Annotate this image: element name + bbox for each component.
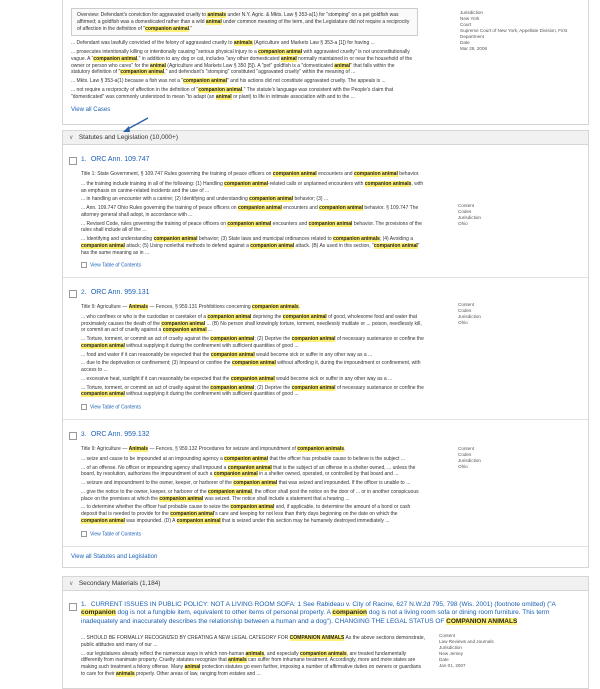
search-term-highlight: animals [116,670,135,677]
search-term-highlight: companion animal [120,69,165,76]
case-snippet: ... Defendant was lawfully convicted of the felony of aggravated cruelty to animals (Agriculture and Markets Law § 353-a [1]) for having ... [71,40,375,47]
search-term-highlight: companion animal [162,327,207,334]
result-snippet: ... Ann. 109.747 Ohio Rules governing the training of peace officers on companion animal encounters and companion animal behavior. § 109.747 The attorney general shall adopt, in accordance with ... [81,205,419,218]
result-meta [444,155,578,269]
result-snippet: ... of an offense. No officer or impounding agency shall impound a companion animal that is the subject of an offense in a shelter owned, ... unless the board, by resolution, authorizes the impoundment of such a companion animal in a shelter owned, operated, or controlled by that board and ... [81,464,416,478]
search-term-highlight: animals [233,40,253,47]
cases-panel [62,0,589,125]
secondary-header[interactable] [63,577,588,591]
search-term-highlight: companion animal [319,205,364,212]
search-term-highlight: companion animal [250,242,295,249]
meta-value: Jan 01, 2007 [439,662,466,668]
search-term-highlight: companion animal [249,196,294,203]
search-term-highlight: companion animal [227,464,272,471]
result-meta [425,633,529,680]
case-meta [446,0,580,118]
case-snippet: ... not require a reciprocity of affection in the definition of "companion animal." The statute's language was consistent with the People's claim that "domesticated" was commonly understood to mean "to adapt (an animal or plant) to life in intimate association with and to the ... [71,86,394,100]
meta-label: Jurisdiction [458,458,481,464]
case-snippet: ... prosecutes intentionally killing or intentionally causing "serious physical injury to a companion animal with aggravated cruelty" is not unconstitutionally vague. A "companion animal," in addition to any dog or cat, includes "any other domesticated animal normally maintained in or near the household of the owner or person who cares" for the animal (Agriculture and Markets Law § 350 [5]). A "pet" goldfish is a "domesticated animal" that falls within the statutory definition of "companion animal," and defendant's "stomping" constituted "aggravated cruelty" within the meaning of ... [71,49,413,76]
search-term-highlight: companion animal [233,480,278,487]
result-snippet: ... excessive heat, sunlight if it can reasonably be expected that the companion animal would become sick or suffer in any other way as a ... [81,375,393,382]
select-checkbox[interactable] [69,603,77,611]
result-title-link[interactable]: ORC Ann. 959.131 [90,289,150,297]
search-term-highlight: companion animal [93,55,138,62]
result-number: 3. [81,431,87,439]
case-overview: Overview: Defendant's conviction for aggravated cruelty to animals under N.Y. Agric. & Mkts. Law § 353-a(1) for "stomping" on a pet goldfish was affirmed; a goldfish was a domesticated rather than a wild animal under common meaning of the term, and the Legislature did not require a reciprocity of affection in the definition of "companion animal." [71,8,418,36]
search-term-highlight: companion animal [227,220,272,227]
view-all-cases-link[interactable]: View all Cases [71,107,111,114]
meta-value: Codes [458,308,472,314]
result-meta [444,288,578,411]
toc-icon [81,262,87,268]
search-term-highlight: companion animal [153,236,198,243]
search-term-highlight: companion animal [291,336,336,343]
meta-label: Court [460,21,472,27]
search-term-highlight: companion animal [353,171,398,178]
meta-label: Content [439,633,456,639]
search-term-highlight: companion animal [210,351,255,358]
search-term-highlight: companion animals [297,446,345,453]
search-term-highlight: companion animals [333,236,380,243]
search-term-highlight: companion animal [81,342,125,349]
search-term-highlight: companion animal [81,242,125,249]
search-term-highlight: animal [184,664,201,671]
case-snippet: ... Mkts. Law § 353-a(1) because a fish was not a "companion animal" and his actions did not constitute aggravated cruelty. The appeals is ... [71,78,386,84]
search-term-highlight: companion [332,609,368,617]
meta-label: Jurisdiction [460,10,483,15]
meta-label: Date [460,39,470,45]
search-term-highlight: companion [81,609,116,617]
search-term-highlight: animals [228,657,247,664]
search-term-highlight: companion animal [258,49,303,55]
search-term-highlight: companion animal [224,180,269,187]
result-item [63,420,588,546]
view-all-statutes-link[interactable]: View all Statutes and Legislation [71,553,158,560]
search-term-highlight: companion animal [213,471,258,478]
result-item [63,145,588,278]
search-term-highlight: companion animal [237,205,282,212]
search-term-highlight: companion animal [161,320,206,327]
result-subtitle: Title 1: State Government, § 109.747 Rules governing the training of peace officers on companion animal encounters and companion animal behavior. [81,171,420,178]
result-snippet: ... the training include training in all of the following: (1) Handling companion animal-related calls or unplanned encounters with companion animals, with an emphasis on canine-related incidents and the use of ... [81,180,424,194]
search-term-highlight: companion animal [373,242,418,249]
result-snippet: ... SHOULD BE FORMALLY RECOGNIZED BY CREATING A NEW LEGAL CATEGORY FOR COMPANION ANIMALS As the above sections demonstrate, public attitudes and many of our ... [81,635,426,648]
search-term-highlight: companion animal [81,517,125,524]
search-term-highlight: Animals [128,304,149,311]
search-term-highlight: companion animal [183,78,228,84]
search-term-highlight: companion animal [210,336,255,343]
search-term-highlight: companion animal [170,511,215,518]
result-snippet: ... seizure and impoundment to the owner, keeper, or harborer of the companion animal that was seized and impounded. If the officer is unable to ... [81,480,411,487]
result-snippet: ... due to the deprivation or confinement; (3) Impound or confine the companion animal without affording it, during the impoundment or confinement, with access to ... [81,360,421,374]
meta-value: Supreme Court of New York, Appellate Division, First Department [460,27,568,39]
meta-value: New Jersey [439,650,463,656]
result-number: 1. [81,600,87,608]
results-column [62,0,589,689]
statutes-header-label: Statutes and Legislation (10,000+) [78,134,179,142]
search-term-highlight: COMPANION ANIMALS [446,618,518,626]
result-snippet: ... give the notice to the owner, keeper, or harborer of the companion animal, the officer shall post the notice on the door of ... or in another conspicuous place on the premises at which the companion animal was seized. The notice shall include a statement that a hearing ... [81,488,419,502]
search-term-highlight: companion animal [291,384,336,391]
result-subtitle: Title 9: Agriculture — Animals — Fences, § 959.131 Prohibitions concerning companion animals. [81,304,301,311]
result-item [63,278,588,420]
meta-value: New York [460,15,480,21]
result-number: 2. [81,289,87,297]
result-title-link[interactable]: CURRENT ISSUES IN PUBLIC POLICY: NOT A LIVING ROOM SOFA: 1 See Rabideau v. City of Racine, 627 N.W.2d 795, 798 (Wis. 2001) (footnote omitted) ("A companion dog is not a fungible item, equivalent to other items of personal property. A companion dog is not a living room sofa or dining room furniture. This term inadequately and inaccurately describes the relationship between a human and a dog"). CHANGING THE LEGAL STATUS OF COMPANION ANIMALS [81,600,556,626]
meta-value: Codes [458,209,472,215]
search-term-highlight: companion animal [198,86,243,93]
secondary-panel [62,576,589,689]
search-term-highlight: companion animal [81,391,125,398]
search-term-highlight: companion animal [210,384,255,391]
result-snippet: ... in handling an encounter with a canine; (2) Identifying and understanding companion animal behavior; (3) ... [81,196,329,203]
search-term-highlight: companion animals [364,180,412,187]
result-title-link[interactable]: ORC Ann. 959.132 [90,431,150,439]
select-checkbox[interactable] [69,157,77,165]
case-snippets [71,40,415,100]
search-term-highlight: companion animal [230,375,275,382]
meta-label: Date [439,656,449,662]
select-checkbox[interactable] [69,290,77,298]
meta-value: Codes [458,452,472,458]
select-checkbox[interactable] [69,432,77,440]
search-term-highlight: companion animals [252,304,299,311]
result-number: 1. [81,156,87,164]
result-snippet: ... food and water if it can reasonably be expected that the companion animal would become sick or suffer in any other way as a ... [81,351,373,358]
result-item [63,591,588,688]
meta-label: Jurisdiction [458,314,481,320]
search-term-highlight: companion animal [145,25,190,32]
result-snippet: ... Torture, torment, or commit an act of cruelty against the companion animal; (2) Deprive the companion animal of necessary sustenance or confine the companion animal without supplying it during the confinement with sufficient quantities of good ... [81,336,424,349]
search-term-highlight: companion animal [308,220,353,227]
annotation-arrow-icon [120,116,150,134]
secondary-header-label: Secondary Materials (1,184) [78,579,161,587]
search-term-highlight: companion animal [224,455,269,462]
search-term-highlight: companion animal [207,313,252,320]
meta-value: Mar 28, 2006 [460,45,488,51]
search-term-highlight: companion animals [300,650,347,657]
view-toc-link[interactable]: View Table of Contents [81,262,444,269]
search-term-highlight: animal [215,93,232,100]
search-term-highlight: animals [207,12,227,18]
result-snippet: ... who confines or who is the custodian or caretaker of a companion animal depriving the companion animal of good, wholesome food and water that proximately causes the death of the companion animal ... (B) No person shall knowingly torture, torment, needlessly mutilate or ... poison, needlessly kill, or commit an act of cruelty against a companion animal ... [81,313,422,334]
search-term-highlight: companion animal [230,504,275,511]
search-term-highlight: companion animal [282,313,327,320]
search-term-highlight: COMPANION ANIMALS [289,635,345,642]
view-toc-link[interactable]: View Table of Contents [81,404,444,411]
result-snippet: ... seize and cause to be impounded at an impounding agency a companion animal that the officer has probable cause to believe is the subject ... [81,455,405,462]
meta-value: Ohio [458,320,468,326]
result-title-link[interactable]: ORC Ann. 109.747 [90,156,150,164]
meta-label: Content [458,203,475,209]
meta-label: Jurisdiction [458,215,481,221]
search-term-highlight: companion animal [231,360,276,367]
search-term-highlight: companion animal [208,488,252,495]
search-term-highlight: companion animal [159,495,204,502]
meta-value: Law Reviews and Journals [439,638,494,644]
result-snippet: ... Revised Code, rules governing the training of peace officers on companion animal encounters and companion animal behavior. The provisions of the rules shall include all of the ... [81,220,422,234]
result-snippet: ... Identifying and understanding companion animal behavior; (3) State laws and municipal ordinances related to companion animals; (4) Avoiding a companion animal attack; (5) Using nonlethal methods to defend against a companion animal attack. (B) As used in this section, "companion animal" has the same meaning as in ... [81,236,420,256]
meta-value: Ohio [458,221,468,227]
chevron-down-icon: ∨ [69,580,74,587]
view-toc-link[interactable]: View Table of Contents [81,531,444,538]
toc-icon [81,404,87,410]
result-subtitle: Title 9: Agriculture — Animals — Fences, § 959.132 Procedures for seizure and impoundment of companion animals. [81,446,346,453]
result-snippet: ... our legislatures already reflect the numerous ways in which non-human animals, and especially companion animals, are treated fundamentally differently from inanimate property. Cruelty statutes recognize that animals can suffer from inhumane treatment. Accordingly, more and more states are making such treatment a felony offense. Many animal protection statutes go even further, imposing a number of affirmative duties on owners or guardians to care for their animals properly. Other areas of law, ranging from estates and ... [81,650,422,677]
search-term-highlight: animal [280,55,297,62]
result-snippet: ... to determine whether the officer had probable cause to seize the companion animal and, if applicable, to determine the amount of a bond or cash deposit that is needed to provide for the companion animal's care and keeping for not less than thirty days beginning on the date on which the companion animal was impounded. (D) A companion animal that is seized under this section may be humanely destroyed immediately ... [81,504,411,524]
meta-label: Content [458,446,475,452]
meta-label: Content [458,302,475,308]
search-term-highlight: companion animal [176,517,221,524]
meta-label: Jurisdiction [439,644,462,650]
search-term-highlight: companion animal [272,171,317,178]
search-term-highlight: animal [334,62,351,69]
result-snippet: ... Torture, torment, or commit an act of cruelty against the companion animal; (2) Deprive the companion animal of necessary sustenance or confine the companion animal without supplying it during the confinement with sufficient quantities of good ... [81,384,424,398]
search-term-highlight: animals [245,650,265,657]
result-meta [444,430,578,537]
meta-value: Ohio [458,464,468,470]
search-term-highlight: animal [205,18,222,25]
chevron-down-icon: ∨ [69,135,74,142]
search-term-highlight: animal [150,62,166,69]
toc-icon [81,531,87,537]
search-term-highlight: Animals [128,446,149,453]
statutes-panel [62,130,589,567]
